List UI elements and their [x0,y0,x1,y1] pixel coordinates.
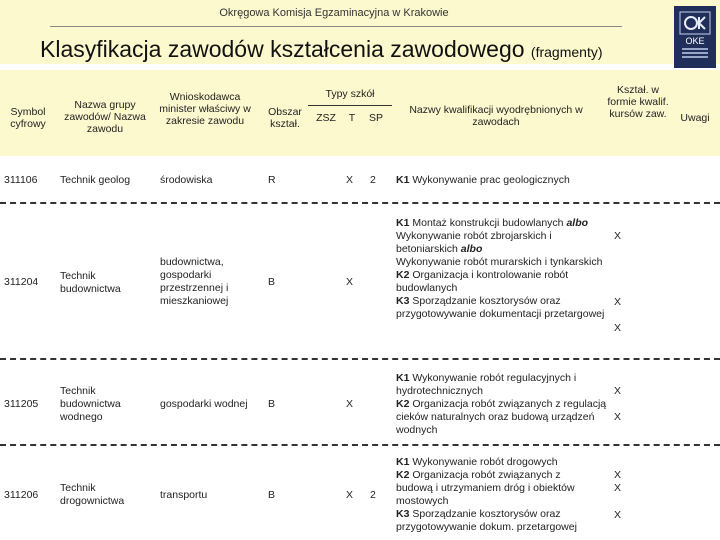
row1-obszar: R [268,174,276,186]
col-wnioskodawca: Wnioskodawca minister właściwy w zakresie zawodu [159,91,251,127]
row4-k3-text: Sporządzanie kosztorysów oraz przygotowywanie dokum. przetargowej [396,508,577,533]
oke-logo [674,6,716,68]
row4-k1-text: Wykonywanie robót drogowych [412,456,558,468]
row3-obszar: B [268,398,276,410]
row-divider [0,358,720,360]
row1-kwalifikacje [396,174,608,187]
row4-t: X [346,489,354,501]
row1-symbol: 311106 [4,174,38,186]
col-symbol: Symbol cyfrowy [10,106,46,130]
row2-t: X [346,276,354,288]
row2-obszar: B [268,276,276,288]
row4-kwalifikacje [396,456,596,534]
row2-nazwa: Technik budownictwa [60,270,121,295]
row3-kwalifikacje [396,372,608,437]
col-sp: SP [368,112,383,124]
page-title-text: Klasyfikacja zawodów kształcenia zawodowego [40,36,525,62]
row-divider [0,444,720,446]
row3-k2-code: K2 [396,398,410,410]
col-kwalifikacje: Nazwy kwalifikacji wyodrębnionych w zawodach [409,104,583,128]
row2-k1-text-b: Wykonywanie robót zbrojarskich i betoniarskich [396,230,552,255]
row2-albo-2: albo [460,243,483,255]
row4-k1-code: K1 [396,456,410,468]
typy-divider [308,105,392,106]
row3-nazwa: Technik budownictwa wodnego [60,385,121,423]
col-nazwa: Nazwa grupy zawodów/ Nazwa zawodu [64,99,146,135]
row2-forma-2: X [614,296,622,308]
col-zsz: ZSZ [316,112,336,124]
row2-k3-text: Sporządzanie kosztorysów oraz przygotowywanie dokumentacji przetargowej [396,295,605,320]
row2-k2-code: K2 [396,269,410,281]
row2-k3-code: K3 [396,295,410,307]
row1-k1-text: Wykonywanie prac geologicznych [412,174,570,186]
logo-text: OKE [685,36,705,46]
row4-wnioskodawca: transportu [160,489,208,501]
row3-symbol: 311205 [4,398,39,410]
divider [50,26,622,27]
organization-name: Okręgowa Komisja Egzaminacyjna w Krakowie [219,7,449,19]
row2-albo-1: albo [566,217,589,229]
row3-wnioskodawca: gospodarki wodnej [160,398,248,410]
row2-forma-1: X [614,230,622,242]
page-title-suffix: (fragmenty) [530,44,603,60]
row-divider [0,202,720,204]
row1-k1-code: K1 [396,174,410,186]
row4-obszar: B [268,489,276,501]
row2-kwalifikacje [396,217,608,321]
row3-k1-text: Wykonywanie robót regulacyjnych i hydrotechnicznych [396,372,577,397]
col-uwagi: Uwagi [680,112,710,124]
row2-forma-3: X [614,322,622,334]
row3-k1-code: K1 [396,372,410,384]
row4-forma-1: X [614,469,622,481]
col-forma: Kształ. w formie kwalif. kursów zaw. [607,84,669,120]
row1-t: X [346,174,354,186]
row2-k1-text-a: Montaż konstrukcji budowlanych [412,217,564,229]
row3-k2-text: Organizacja robót związanych z regulacją cieków naturalnych oraz budową urządzeń wodnych [396,398,607,436]
row4-forma-3: X [614,509,622,521]
row3-forma-1: X [614,385,622,397]
row1-nazwa: Technik geolog [60,174,131,186]
row4-sp: 2 [370,489,376,501]
row4-k2-text: Organizacja robót związanych z budową i utrzymaniem dróg i obiektów mostowych [396,469,575,507]
row2-k1-text-c: Wykonywanie robót murarskich i tynkarskich [396,256,603,268]
row4-k2-code: K2 [396,469,410,481]
page-title [40,36,603,63]
row1-sp: 2 [370,174,376,186]
row2-k2-text: Organizacja i kontrolowanie robót budowlanych [396,269,569,294]
col-typy: Typy szkół [325,88,375,100]
row2-wnioskodawca: budownictwa, gospodarki przestrzennej i mieszkaniowej [160,256,229,307]
col-obszar: Obszar kształ. [268,106,302,130]
row3-forma-2: X [614,411,622,423]
row4-nazwa: Technik drogownictwa [60,482,125,507]
row1-wnioskodawca: środowiska [160,174,213,186]
row4-forma-2: X [614,482,622,494]
row4-symbol: 311206 [4,489,39,501]
row3-t: X [346,398,354,410]
row2-k1-code: K1 [396,217,410,229]
row4-k3-code: K3 [396,508,410,520]
row2-symbol: 311204 [4,276,39,288]
col-t: T [348,112,356,124]
